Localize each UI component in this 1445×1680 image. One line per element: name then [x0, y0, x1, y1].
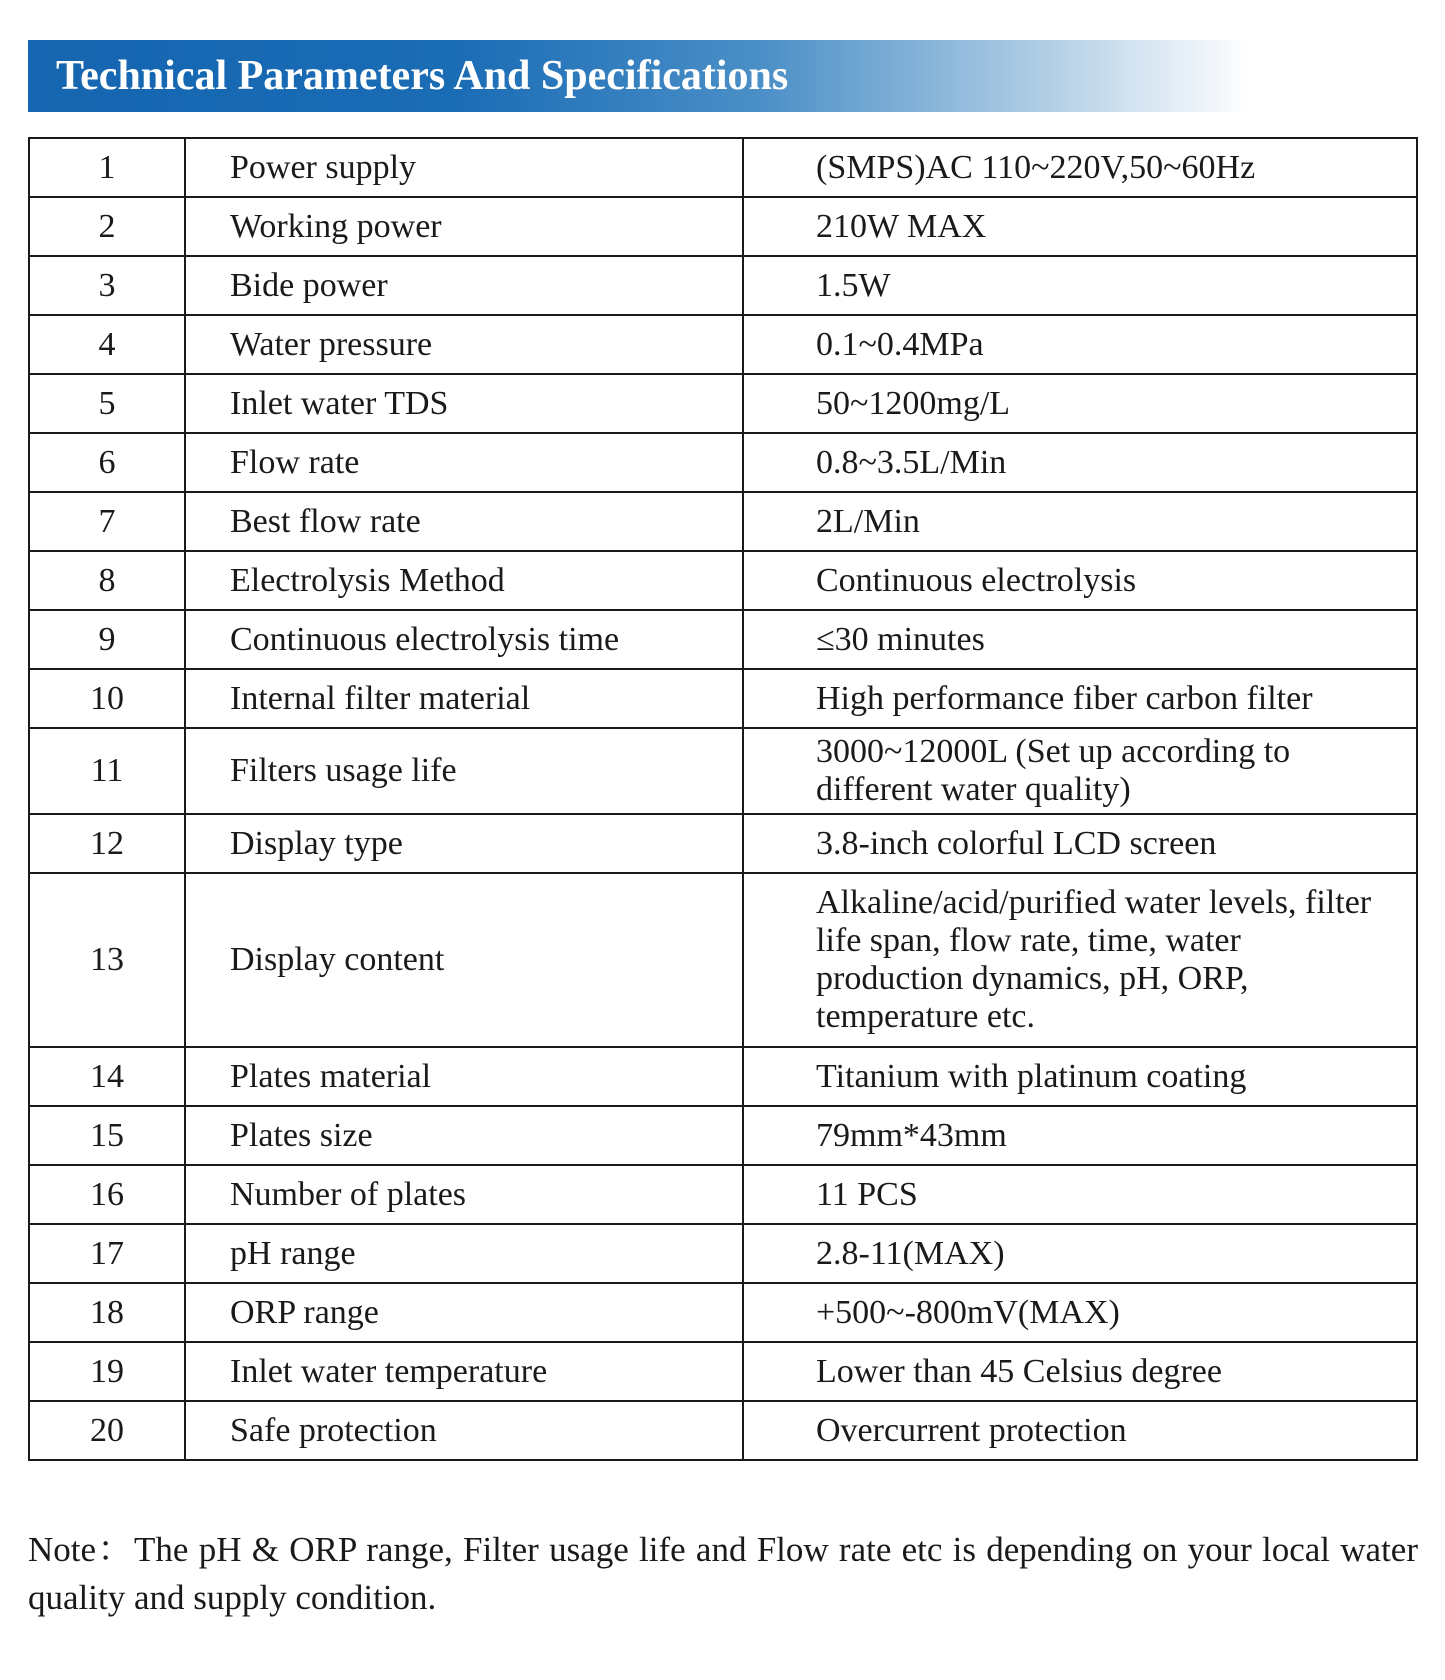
parameter-name: Filters usage life [185, 728, 743, 814]
row-number: 5 [29, 374, 185, 433]
parameter-name: Working power [185, 197, 743, 256]
parameter-name: Continuous electrolysis time [185, 610, 743, 669]
row-number: 6 [29, 433, 185, 492]
parameter-value: Titanium with platinum coating [743, 1047, 1417, 1106]
table-row [29, 315, 1417, 374]
row-number: 19 [29, 1342, 185, 1401]
specifications-table [28, 137, 1418, 1461]
row-number: 7 [29, 492, 185, 551]
table-row [29, 256, 1417, 315]
parameter-name: Electrolysis Method [185, 551, 743, 610]
table-row [29, 873, 1417, 1047]
parameter-value: Alkaline/acid/purified water levels, filter life span, flow rate, time, water production dynamics, pH, ORP, temperature etc. [743, 873, 1417, 1047]
parameter-value: 0.1~0.4MPa [743, 315, 1417, 374]
parameter-name: Power supply [185, 138, 743, 197]
row-number: 2 [29, 197, 185, 256]
parameter-value: 3.8-inch colorful LCD screen [743, 814, 1417, 873]
parameter-name: Inlet water temperature [185, 1342, 743, 1401]
parameter-name: Bide power [185, 256, 743, 315]
parameter-name: Plates material [185, 1047, 743, 1106]
table-row [29, 1165, 1417, 1224]
parameter-name: Plates size [185, 1106, 743, 1165]
row-number: 20 [29, 1401, 185, 1460]
parameter-value: Overcurrent protection [743, 1401, 1417, 1460]
parameter-name: Water pressure [185, 315, 743, 374]
row-number: 4 [29, 315, 185, 374]
row-number: 11 [29, 728, 185, 814]
parameter-name: Safe protection [185, 1401, 743, 1460]
table-row [29, 669, 1417, 728]
parameter-value: Lower than 45 Celsius degree [743, 1342, 1417, 1401]
parameter-name: Internal filter material [185, 669, 743, 728]
parameter-value: High performance fiber carbon filter [743, 669, 1417, 728]
table-row [29, 814, 1417, 873]
row-number: 13 [29, 873, 185, 1047]
row-number: 9 [29, 610, 185, 669]
table-row [29, 138, 1417, 197]
parameter-value: Continuous electrolysis [743, 551, 1417, 610]
row-number: 12 [29, 814, 185, 873]
table-row [29, 1283, 1417, 1342]
row-number: 3 [29, 256, 185, 315]
table-row [29, 610, 1417, 669]
parameter-name: Flow rate [185, 433, 743, 492]
parameter-name: Number of plates [185, 1165, 743, 1224]
parameter-value: 2L/Min [743, 492, 1417, 551]
table-row [29, 197, 1417, 256]
section-title: Technical Parameters And Specifications [56, 53, 789, 99]
section-header-bar [28, 40, 1250, 112]
parameter-value: ≤30 minutes [743, 610, 1417, 669]
row-number: 1 [29, 138, 185, 197]
parameter-value: 50~1200mg/L [743, 374, 1417, 433]
parameter-name: Best flow rate [185, 492, 743, 551]
row-number: 8 [29, 551, 185, 610]
parameter-name: Display content [185, 873, 743, 1047]
table-row [29, 1106, 1417, 1165]
parameter-name: pH range [185, 1224, 743, 1283]
parameter-value: 1.5W [743, 256, 1417, 315]
parameter-name: ORP range [185, 1283, 743, 1342]
table-row [29, 433, 1417, 492]
table-row [29, 1401, 1417, 1460]
parameter-value: 3000~12000L (Set up according to different water quality) [743, 728, 1417, 814]
parameter-value: 0.8~3.5L/Min [743, 433, 1417, 492]
row-number: 10 [29, 669, 185, 728]
row-number: 15 [29, 1106, 185, 1165]
table-row [29, 1342, 1417, 1401]
parameter-name: Display type [185, 814, 743, 873]
row-number: 14 [29, 1047, 185, 1106]
row-number: 16 [29, 1165, 185, 1224]
table-row [29, 1047, 1417, 1106]
parameter-value: +500~-800mV(MAX) [743, 1283, 1417, 1342]
table-row [29, 492, 1417, 551]
parameter-value: 2.8-11(MAX) [743, 1224, 1417, 1283]
parameter-value: 210W MAX [743, 197, 1417, 256]
row-number: 18 [29, 1283, 185, 1342]
footnote: Note：The pH & ORP range, Filter usage life and Flow rate etc is depending on your local water quality and supply condition. [28, 1530, 1418, 1617]
table-row [29, 551, 1417, 610]
parameter-value: 79mm*43mm [743, 1106, 1417, 1165]
parameter-value: 11 PCS [743, 1165, 1417, 1224]
row-number: 17 [29, 1224, 185, 1283]
table-row [29, 728, 1417, 814]
table-row [29, 1224, 1417, 1283]
table-row [29, 374, 1417, 433]
parameter-name: Inlet water TDS [185, 374, 743, 433]
parameter-value: (SMPS)AC 110~220V,50~60Hz [743, 138, 1417, 197]
